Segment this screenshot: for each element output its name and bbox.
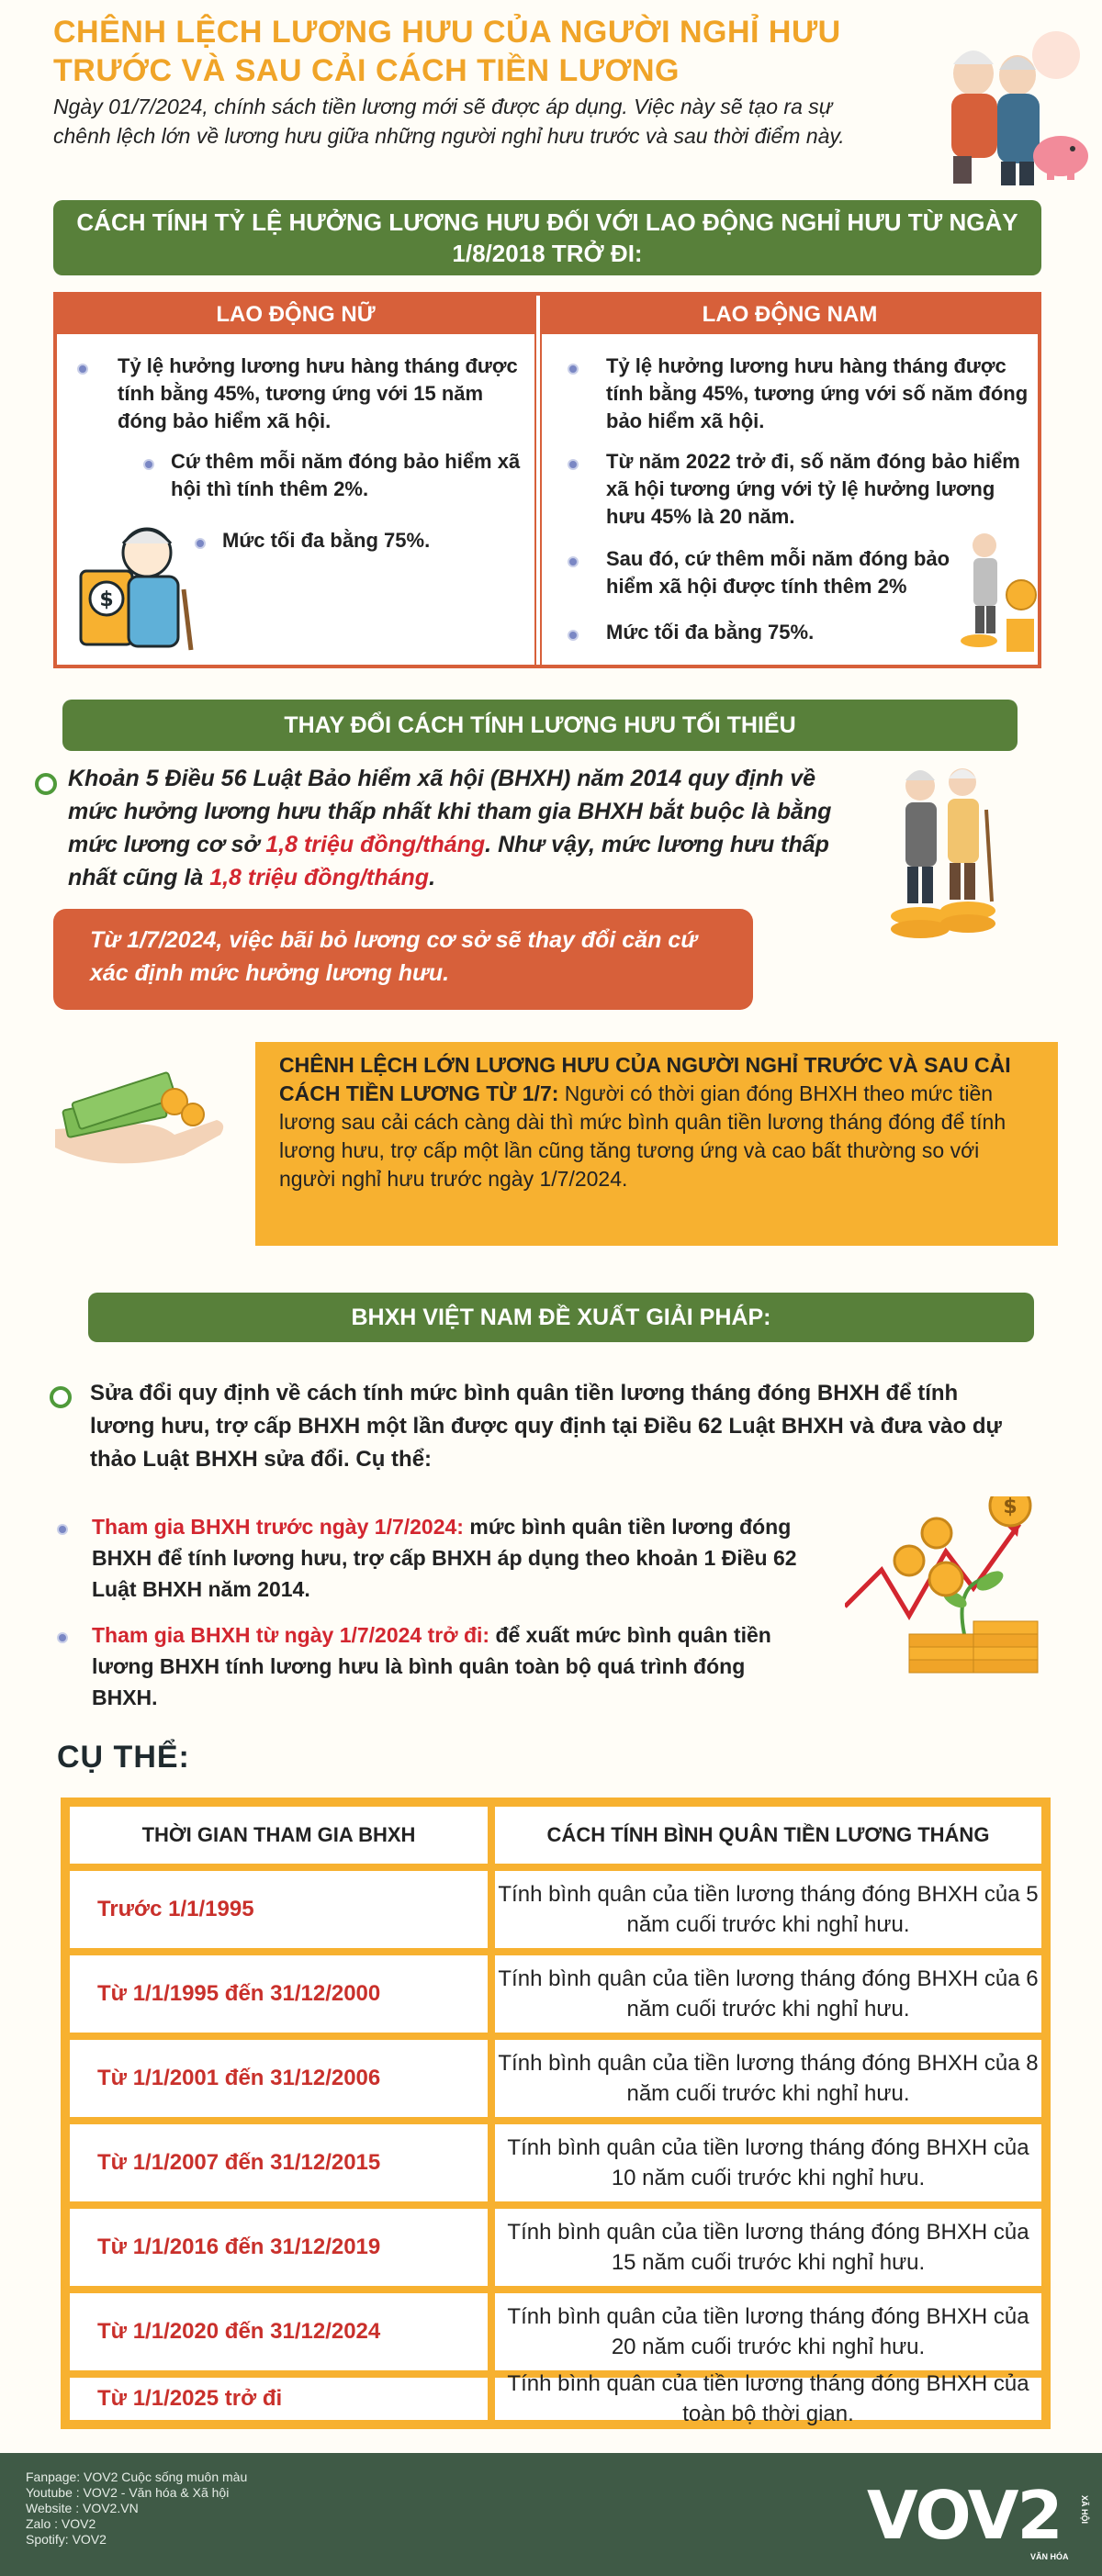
page-title: CHÊNH LỆCH LƯƠNG HƯU CỦA NGƯỜI NGHỈ HƯU TRƯỚC VÀ SAU CẢI CÁCH TIỀN LƯƠNG [53, 15, 841, 88]
female-item-1: Tỷ lệ hưởng lương hưu hàng tháng được tính bằng 45%, tương ứng với 15 năm đóng bảo hiểm xã hội. [118, 354, 518, 432]
bullet-icon [568, 459, 579, 470]
bullet-icon [568, 630, 579, 641]
female-column-title: LAO ĐỘNG NỮ [57, 296, 534, 334]
para-text: . Như vậy, mức lương hưu thấp nhất cũng là [68, 832, 829, 890]
table-row-period: Từ 1/1/2016 đến 31/12/2019 [70, 2209, 488, 2286]
section1-heading: CÁCH TÍNH TỶ LỆ HƯỞNG LƯƠNG HƯU ĐỐI VỚI LAO ĐỘNG NGHỈ HƯU TỪ NGÀY 1/8/2018 TRỞ ĐI: [53, 200, 1041, 275]
section2-heading: THAY ĐỔI CÁCH TÍNH LƯƠNG HƯU TỐI THIỂU [62, 700, 1018, 751]
solution-item-2-text: để xuất mức bình quân tiền lương BHXH tính lương hưu là bình quân toàn bộ quá trình đóng BHXH. [92, 1623, 771, 1709]
svg-text:$: $ [1003, 1496, 1018, 1518]
logo-subtitle: VĂN HÓA [1030, 2552, 1069, 2561]
hand-money-icon [37, 1047, 230, 1184]
table-header-period: THỜI GIAN THAM GIA BHXH [70, 1807, 488, 1864]
solution-item-2 [92, 1619, 808, 1713]
footer-youtube[interactable]: Youtube : VOV2 - Văn hóa & Xã hội [26, 2485, 230, 2500]
bullet-icon [143, 459, 154, 470]
footer-spotify[interactable]: Spotify: VOV2 [26, 2532, 107, 2547]
elderly-couple-illustration [909, 18, 1093, 193]
solution-intro: Sửa đổi quy định về cách tính mức bình quân tiền lương tháng đóng BHXH để tính lương hưu, trợ cấp BHXH một lần được quy định tại Điều 62 Luật BHXH và đưa vào dự thảo Luật BHXH sửa đổi. Cụ thể: [90, 1381, 1002, 1472]
table-header-method: CÁCH TÍNH BÌNH QUÂN TIỀN LƯƠNG THÁNG [495, 1807, 1041, 1864]
table-row-method: Tính bình quân của tiền lương tháng đóng BHXH của 10 năm cuối trước khi nghỉ hưu. [495, 2124, 1041, 2201]
circle-bullet-icon [35, 773, 57, 795]
table-row-method: Tính bình quân của tiền lương tháng đóng BHXH của 20 năm cuối trước khi nghỉ hưu. [495, 2293, 1041, 2370]
male-item-3: Sau đó, cứ thêm mỗi năm đóng bảo hiểm xã hội được tính thêm 2% [606, 547, 950, 598]
table-title: CỤ THỂ: [57, 1740, 190, 1775]
solution-item-1 [92, 1511, 808, 1605]
salary-table [61, 1798, 1051, 2429]
svg-text:$: $ [99, 588, 114, 611]
table-row-period: Từ 1/1/2020 đến 31/12/2024 [70, 2293, 488, 2370]
footer-website[interactable]: Website : VOV2.VN [26, 2501, 139, 2515]
bullet-icon [57, 1524, 68, 1535]
footer-links [26, 2470, 247, 2548]
table-row-method: Tính bình quân của tiền lương tháng đóng BHXH của 5 năm cuối trước khi nghỉ hưu. [495, 1871, 1041, 1948]
para-text: . [429, 865, 436, 890]
table-row-period: Từ 1/1/2001 đến 31/12/2006 [70, 2040, 488, 2117]
solution-item-1-text: mức bình quân tiền lương đóng BHXH để tính lương hưu, trợ cấp BHXH áp dụng theo khoản 1 Điều 62 Luật BHXH năm 2014. [92, 1515, 797, 1601]
table-row-period: Từ 1/1/2025 trở đi [70, 2378, 488, 2420]
footer-zalo[interactable]: Zalo : VOV2 [26, 2516, 96, 2531]
column-divider [534, 296, 542, 665]
growth-coins-icon [845, 1496, 1056, 1689]
bullet-icon [57, 1632, 68, 1643]
male-item-2: Từ năm 2022 trở đi, số năm đóng bảo hiểm xã hội tương ứng với tỷ lệ hưởng lương hưu 45% là 20 năm. [606, 450, 1020, 528]
bullet-icon [568, 556, 579, 567]
male-column-title: LAO ĐỘNG NAM [542, 296, 1038, 334]
logo-side-text: XÃ HỘI [1080, 2495, 1089, 2525]
retirement-rate-box [53, 292, 1041, 668]
table-row-period: Từ 1/1/2007 đến 31/12/2015 [70, 2124, 488, 2201]
solution-item-1-label: Tham gia BHXH trước ngày 1/7/2024: [92, 1515, 464, 1539]
pension-gap-box [255, 1042, 1058, 1246]
section4-heading: BHXH VIỆT NAM ĐỀ XUẤT GIẢI PHÁP: [88, 1293, 1034, 1342]
male-item-1: Tỷ lệ hưởng lương hưu hàng tháng được tính bằng 45%, tương ứng với số năm đóng bảo hiểm xã hội. [606, 354, 1029, 432]
solution-item-2-label: Tham gia BHXH từ ngày 1/7/2024 trở đi: [92, 1623, 490, 1647]
circle-bullet-icon [50, 1386, 72, 1408]
elderly-couple-coins-icon [883, 755, 1003, 947]
elderly-woman-icon [73, 516, 202, 654]
footer [0, 2453, 1102, 2576]
min-pension-paragraph [68, 762, 867, 894]
pension-gap-title: CHÊNH LỆCH LỚN LƯƠNG HƯU CỦA NGƯỜI NGHỈ TRƯỚC VÀ SAU CẢI CÁCH TIỀN LƯƠNG TỪ 1/7: [279, 1053, 1011, 1105]
table-row-period: Từ 1/1/1995 đến 31/12/2000 [70, 1955, 488, 2033]
base-salary-value: 1,8 triệu đồng/tháng [265, 832, 486, 857]
bullet-icon [568, 364, 579, 375]
male-item-4: Mức tối đa bằng 75%. [606, 621, 815, 644]
bullet-icon [77, 364, 88, 375]
para-text: Khoản 5 Điều 56 Luật Bảo hiểm xã hội (BHXH) năm 2014 quy định về mức hưởng lương hưu thấp nhất khi tham gia BHXH bắt buộc là bằng mức lương cơ sở [68, 766, 832, 857]
table-row-method: Tính bình quân của tiền lương tháng đóng BHXH của 6 năm cuối trước khi nghỉ hưu. [495, 1955, 1041, 2033]
highlight-note: Từ 1/7/2024, việc bãi bỏ lương cơ sở sẽ thay đổi căn cứ xác định mức hưởng lương hưu. [53, 909, 753, 1010]
table-row-period: Trước 1/1/1995 [70, 1871, 488, 1948]
table-row-method: Tính bình quân của tiền lương tháng đóng BHXH của toàn bộ thời gian. [495, 2378, 1041, 2420]
female-item-2: Cứ thêm mỗi năm đóng bảo hiểm xã hội thì tính thêm 2%. [171, 450, 521, 500]
pension-gap-text: Người có thời gian đóng BHXH theo mức tiền lương sau cải cách càng dài thì mức bình quân tiền lương tháng đóng để tính lương hưu, trợ cấp một lần cũng tăng tương ứng và cao bất thường so với người nghỉ hưu trước ngày 1/7/2024. [279, 1081, 1006, 1191]
elderly-man-coins-icon [957, 529, 1040, 657]
footer-fanpage[interactable]: Fanpage: VOV2 Cuộc sống muôn màu [26, 2470, 248, 2484]
vov2-logo: VOV2 [867, 2477, 1062, 2554]
table-row-method: Tính bình quân của tiền lương tháng đóng BHXH của 15 năm cuối trước khi nghỉ hưu. [495, 2209, 1041, 2286]
intro-text: Ngày 01/7/2024, chính sách tiền lương mới sẽ được áp dụng. Việc này sẽ tạo ra sự chênh lệch lớn về lương hưu giữa những người nghỉ hưu trước và sau thời điểm này. [53, 95, 845, 148]
table-row-method: Tính bình quân của tiền lương tháng đóng BHXH của 8 năm cuối trước khi nghỉ hưu. [495, 2040, 1041, 2117]
min-pension-value: 1,8 triệu đồng/tháng [209, 865, 430, 890]
female-item-3: Mức tối đa bằng 75%. [222, 529, 431, 552]
